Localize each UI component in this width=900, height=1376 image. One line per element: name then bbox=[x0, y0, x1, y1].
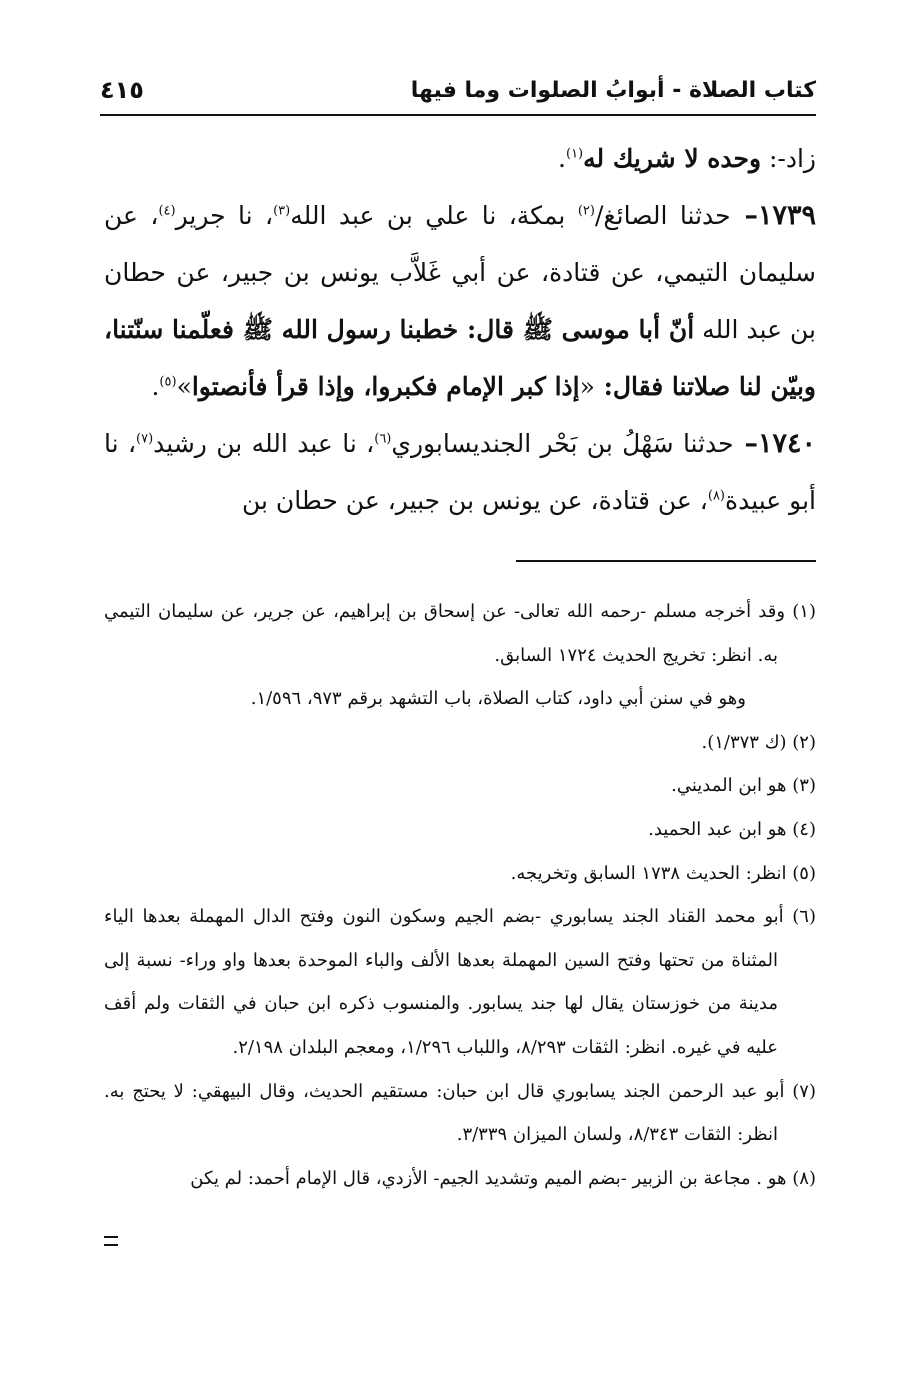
text: حدثنا سَهْلُ بن بَحْر الجنديسابوري bbox=[391, 429, 734, 458]
hadith-1739 bbox=[104, 187, 816, 415]
text: ، نا جرير bbox=[175, 201, 274, 230]
footnote-ref: (٦) bbox=[374, 431, 392, 447]
bold-text: إذا كبر الإمام فكبروا، وإذا قرأ فأنصتوا bbox=[191, 372, 580, 401]
footnote-1: (١) وقد أخرجه مسلم -رحمه الله تعالى- عن إسحاق بن إبراهيم، عن جرير، عن سليمان التيمي به. انظر: تخريج الحديث ١٧٢٤ السابق. bbox=[104, 601, 816, 666]
continuation-mark bbox=[104, 1236, 118, 1246]
text: زاد-: bbox=[761, 144, 816, 173]
hadith-1740 bbox=[104, 415, 816, 529]
header-title: كتاب الصلاة - أبوابُ الصلوات وما فيها bbox=[410, 78, 816, 103]
footnote-1-continuation: وهو في سنن أبي داود، كتاب الصلاة، باب التشهد برقم ٩٧٣، ١/٥٩٦. bbox=[250, 688, 746, 710]
text: . bbox=[558, 144, 566, 173]
footnote-6: (٦) أبو محمد القناد الجند يسابوري -بضم الجيم وسكون النون وفتح الدال المهملة بعدها الياء المثناة من تحتها وفتح السين المهملة بعدها الألف والباء الموحدة بعدها واو وراء- نسبة إلى مدينة من خوزستان يقال لها جند يسابور. والمنسوب ذكره ابن حبان في الثقات ولم أقف عليه في غيره. انظر: الثقات ٨/٢٩٣، واللباب ١/٢٩٦، ومعجم البلدان ٢/١٩٨. bbox=[104, 906, 816, 1058]
footnote-7: (٧) أبو عبد الرحمن الجند يسابوري قال ابن حبان: مستقيم الحديث، وقال البيهقي: لا يحتج به. انظر: الثقات ٨/٣٤٣، ولسان الميزان ٣/٣٣٩. bbox=[104, 1080, 816, 1146]
main-text bbox=[104, 130, 816, 529]
text: ، عن سليمان التيمي، عن قتادة، عن أبي غَلاَّب يونس بن جبير، عن حطان بن عبد الله bbox=[104, 201, 816, 344]
header-rule bbox=[100, 114, 816, 116]
text: ، نا أبو عبيدة bbox=[104, 429, 816, 515]
footnote-5: (٥) انظر: الحديث ١٧٣٨ السابق وتخريجه. bbox=[510, 862, 816, 884]
page-header bbox=[100, 72, 816, 112]
bold-text: وحده لا شريك له bbox=[583, 144, 762, 173]
quote-close: » bbox=[176, 372, 192, 401]
line-zad bbox=[104, 130, 816, 187]
text: . bbox=[151, 372, 160, 401]
dash: – bbox=[730, 200, 758, 231]
footnote-ref: (١) bbox=[565, 146, 584, 162]
page-number: ٤١٥ bbox=[100, 76, 144, 104]
hadith-number: ١٧٤٠ bbox=[757, 428, 816, 459]
footnote-ref: (٥) bbox=[159, 374, 177, 390]
dash: – bbox=[733, 428, 758, 459]
footnote-ref: (٢) bbox=[577, 203, 595, 219]
footnote-4: (٤) هو ابن عبد الحميد. bbox=[648, 818, 816, 840]
footnote-ref: (٤) bbox=[158, 203, 176, 219]
footnote-separator bbox=[516, 560, 816, 562]
footnote-8: (٨) هو . مجاعة بن الزبير -بضم الميم وتشديد الجيم- الأزدي، قال الإمام أحمد: لم يكن bbox=[190, 1167, 816, 1189]
text: ، عن قتادة، عن يونس بن جبير، عن حطان بن bbox=[241, 486, 708, 515]
footnote-ref: (٨) bbox=[707, 488, 725, 504]
footnotes bbox=[104, 590, 816, 1200]
footnote-ref: (٣) bbox=[273, 203, 291, 219]
footnote-3: (٣) هو ابن المديني. bbox=[671, 775, 816, 797]
footnote-ref: (٧) bbox=[136, 431, 154, 447]
quote-open: « bbox=[579, 372, 595, 401]
hadith-number: ١٧٣٩ bbox=[758, 200, 817, 231]
text: ، نا عبد الله بن رشيد bbox=[153, 429, 375, 458]
footnote-2: (٢) (ك ١/٣٧٣). bbox=[701, 731, 816, 753]
text: بمكة، نا علي بن عبد الله bbox=[290, 201, 578, 230]
text: حدثنا الصائغ/ bbox=[594, 201, 731, 230]
bold-text: أنّ أبا موسى ﷺ قال: خطبنا رسول الله ﷺ فعلّمنا سنّتنا، وبيّن لنا صلاتنا فقال: bbox=[104, 315, 816, 401]
